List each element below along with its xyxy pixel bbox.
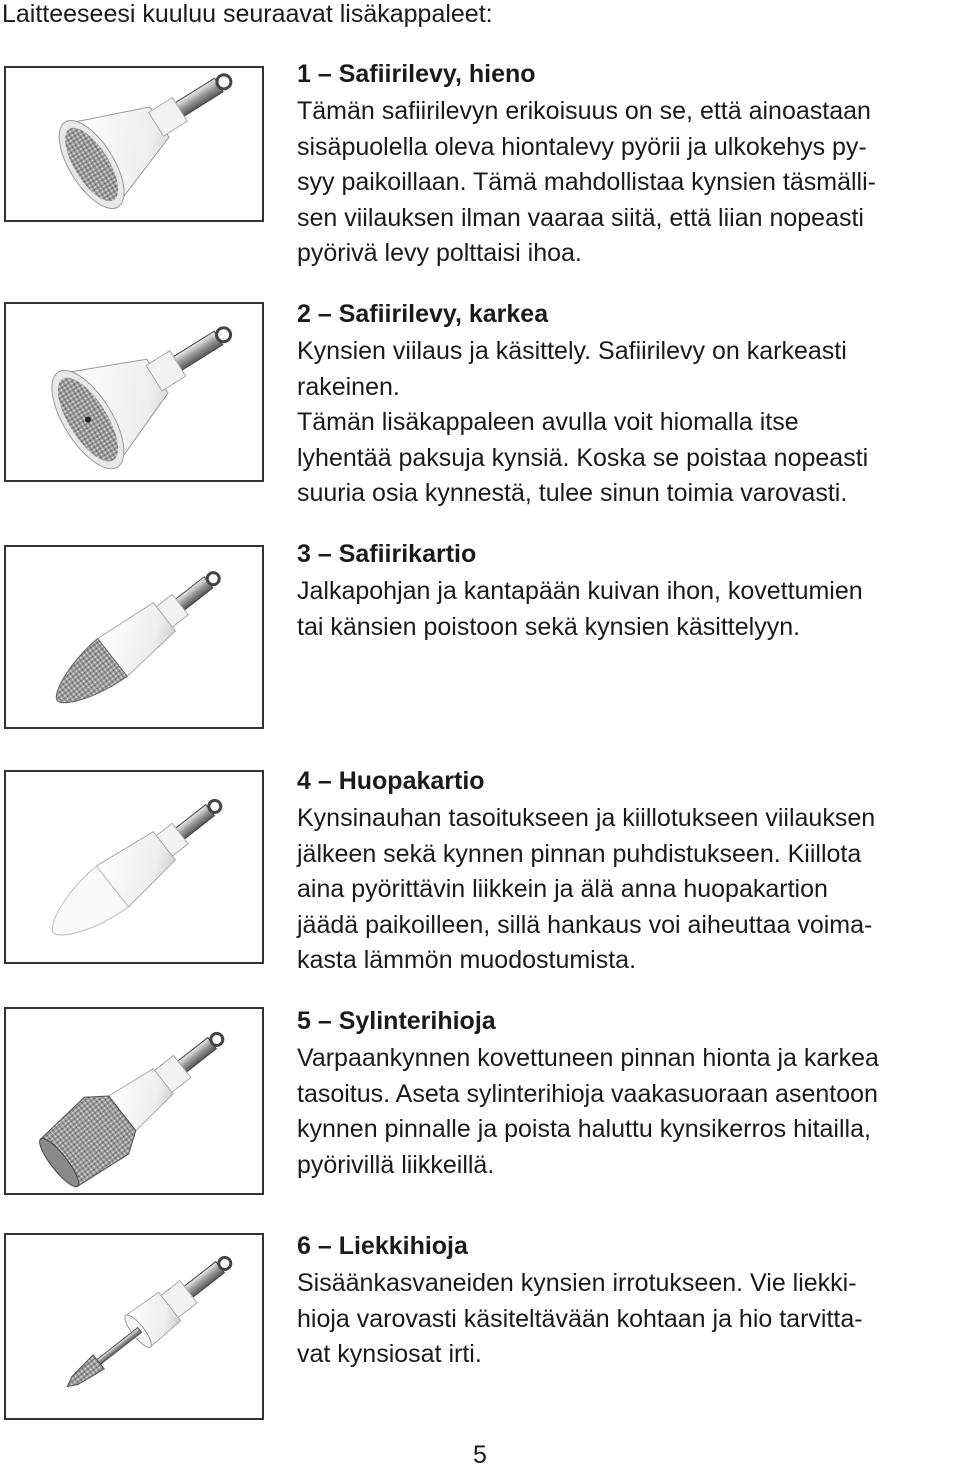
accessory-image-5 <box>4 1007 264 1195</box>
entry-line: lyhentää paksuja kynsiä. Koska se poistaa nopeasti <box>297 443 869 472</box>
entry-line: sen viilauksen ilman vaaraa siitä, että liian nopeasti <box>297 203 864 232</box>
entry-line: tasoitus. Aseta sylinterihioja vaakasuoraan asentoon <box>297 1079 878 1108</box>
entry-line: suuria osia kynnestä, tulee sinun toimia varovasti. <box>297 479 848 507</box>
accessory-entry-3 <box>297 538 959 645</box>
entry-line: tai känsien poistoon sekä kynsien käsittelyyn. <box>297 612 801 641</box>
entry-line: Tämän safiirilevyn erikoisuus on se, että ainoastaan <box>297 97 871 125</box>
entry-title: 2 – Safiirilevy, karkea <box>297 300 549 328</box>
entry-line: Kynsinauhan tasoitukseen ja kiillotukseen viilauksen <box>297 804 876 832</box>
entry-title: 3 – Safiirikartio <box>297 540 477 568</box>
entry-title: 4 – Huopakartio <box>297 767 485 795</box>
accessory-image-3 <box>4 545 264 729</box>
entry-line: jälkeen sekä kynnen pinnan puhdistukseen. Kiillota <box>297 839 862 868</box>
accessory-image-4 <box>4 770 264 964</box>
entry-line: Kynsien viilaus ja käsittely. Safiirilevy on karkeasti <box>297 337 847 365</box>
coarse-sapphire-disc-icon <box>6 304 262 480</box>
sapphire-cone-icon <box>6 547 262 727</box>
accessory-image-6 <box>4 1233 264 1420</box>
entry-line: kynnen pinnalle ja poista haluttu kynsikerros hitailla, <box>297 1115 871 1143</box>
entry-line: jäädä paikoilleen, sillä hankaus voi aiheuttaa voima- <box>297 910 873 939</box>
intro-heading: Laitteeseesi kuuluu seuraavat lisäkappaleet: <box>2 0 493 28</box>
entry-line: vat kynsiosat irti. <box>297 1340 482 1368</box>
entry-line: hioja varovasti käsiteltävään kohtaan ja hio tarvitta- <box>297 1304 863 1333</box>
accessory-entry-6 <box>297 1230 959 1373</box>
accessory-entry-5 <box>297 1005 959 1183</box>
entry-line: sisäpuolella oleva hiontalevy pyörii ja ulkokehys py- <box>297 132 867 161</box>
accessory-image-1 <box>4 66 264 222</box>
entry-title: 1 – Safiirilevy, hieno <box>297 60 536 88</box>
flame-grinder-icon <box>6 1235 262 1418</box>
entry-line: Varpaankynnen kovettuneen pinnan hionta ja karkea <box>297 1044 879 1072</box>
entry-line: pyörivillä liikkeillä. <box>297 1150 495 1179</box>
entry-line: syy paikoillaan. Tämä mahdollistaa kynsien täsmälli- <box>297 168 876 196</box>
entry-line: kasta lämmön muodostumista. <box>297 946 637 974</box>
page-number: 5 <box>473 1441 487 1469</box>
accessory-image-2 <box>4 302 264 482</box>
entry-line: Sisäänkasvaneiden kynsien irrotukseen. Vie liekki- <box>297 1269 857 1297</box>
entry-line: Tämän lisäkappaleen avulla voit hiomalla itse <box>297 408 799 436</box>
accessory-entry-2 <box>297 298 959 512</box>
entry-line: Jalkapohjan ja kantapään kuivan ihon, kovettumien <box>297 577 863 605</box>
accessory-entry-1 <box>297 58 959 272</box>
entry-line: aina pyörittävin liikkein ja älä anna huopakartion <box>297 875 828 903</box>
accessory-entry-4 <box>297 765 959 979</box>
cylinder-grinder-icon <box>6 1009 262 1193</box>
entry-title: 6 – Liekkihioja <box>297 1232 468 1260</box>
felt-cone-icon <box>6 772 262 962</box>
entry-line: pyörivä levy polttaisi ihoa. <box>297 239 582 267</box>
entry-title: 5 – Sylinterihioja <box>297 1007 496 1035</box>
entry-line: rakeinen. <box>297 372 400 401</box>
fine-sapphire-disc-icon <box>6 68 262 220</box>
